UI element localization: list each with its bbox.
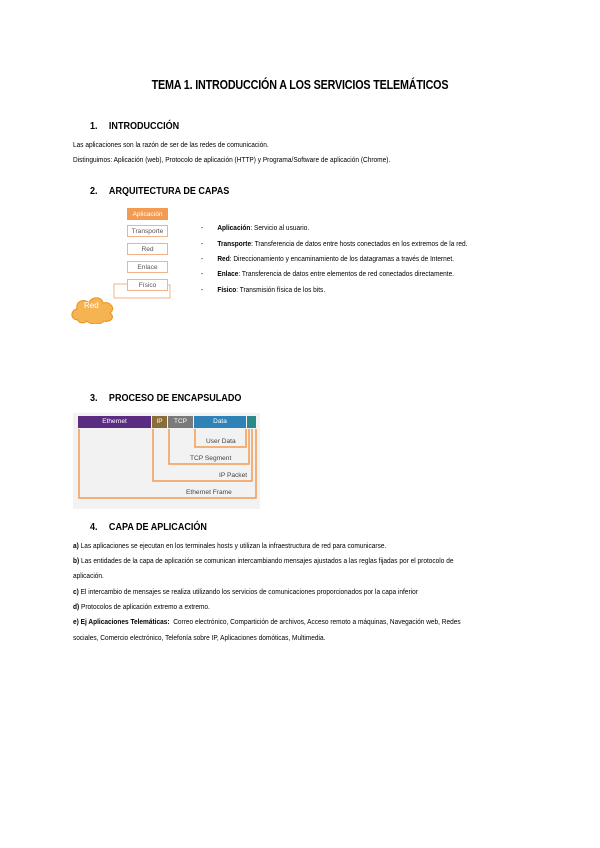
- section-number: 4.: [90, 521, 98, 533]
- item-b: b) Las entidades de la capa de aplicación se comunican intercambiando mensajes ajustados a las reglas fijadas por el protocolo de: [73, 556, 454, 565]
- label-user-data: User Data: [206, 438, 236, 445]
- section-title: CAPA DE APLICACIÓN: [108, 521, 207, 533]
- bullet-transporte: - Transporte: Transferencia de datos entre hosts conectados en los extremos de la red.: [201, 239, 468, 248]
- section-title: INTRODUCCIÓN: [108, 120, 180, 132]
- label-ethernet-frame: Ethernet Frame: [186, 489, 232, 496]
- layer-aplicacion: Aplicación: [127, 208, 168, 220]
- segment-tcp: TCP: [168, 416, 193, 428]
- bullet-fisico: - Físico: Transmisión física de los bits.: [201, 285, 326, 294]
- section-1-heading: [90, 120, 179, 132]
- layer-enlace: Enlace: [127, 261, 168, 273]
- item-a: a) Las aplicaciones se ejecutan en los terminales hosts y utilizan la infraestructura de red para comunicarse.: [73, 541, 387, 550]
- item-e-cont: sociales, Comercio electrónico, Telefonía sobre IP, Aplicaciones domóticas, Multimedia.: [73, 633, 326, 642]
- item-e: e) Ej Aplicaciones Telemáticas: Correo electrónico, Compartición de archivos, Acceso remoto a máquinas, Navegación web, Redes: [73, 617, 461, 626]
- section-3-heading: [90, 392, 241, 404]
- bullet-red: - Red: Direccionamiento y encaminamiento de los datagramas a través de Internet.: [201, 254, 455, 263]
- intro-line-2: Distinguimos: Aplicación (web), Protocolo de aplicación (HTTP) y Programa/Software de aplicación (Chrome).: [73, 155, 391, 164]
- segment-ethernet: Ethernet: [78, 416, 151, 428]
- layer-fisico: Físico: [127, 279, 168, 291]
- layer-transporte: Transporte: [127, 225, 168, 237]
- encapsulation-diagram: [73, 413, 260, 509]
- layer-red: Red: [127, 243, 168, 255]
- segment-ip: IP: [152, 416, 167, 428]
- page-title: TEMA 1. INTRODUCCIÓN A LOS SERVICIOS TELEMÁTICOS: [151, 78, 449, 92]
- segment-data: Data: [194, 416, 246, 428]
- bullet-aplicacion: - Aplicación: Servicio al usuario.: [201, 223, 310, 232]
- item-b-cont: aplicación.: [73, 571, 104, 580]
- section-number: 1.: [90, 120, 98, 132]
- section-title: PROCESO DE ENCAPSULADO: [108, 392, 242, 404]
- section-4-heading: [90, 521, 207, 533]
- section-title: ARQUITECTURA DE CAPAS: [108, 185, 230, 197]
- bullet-enlace: - Enlace: Transferencia de datos entre elementos de red conectados directamente.: [201, 269, 455, 278]
- label-ip-packet: IP Packet: [219, 472, 248, 479]
- item-c: c) El intercambio de mensajes se realiza utilizando los servicios de comunicaciones proporcionados por la capa inferior: [73, 587, 418, 596]
- cloud-label: Red: [84, 301, 99, 310]
- section-2-heading: [90, 185, 229, 197]
- item-d: d) Protocolos de aplicación extremo a extremo.: [73, 602, 210, 611]
- section-number: 2.: [90, 185, 98, 197]
- section-number: 3.: [90, 392, 98, 404]
- label-tcp-segment: TCP Segment: [190, 455, 232, 462]
- intro-line-1: Las aplicaciones son la razón de ser de las redes de comunicación.: [73, 140, 269, 149]
